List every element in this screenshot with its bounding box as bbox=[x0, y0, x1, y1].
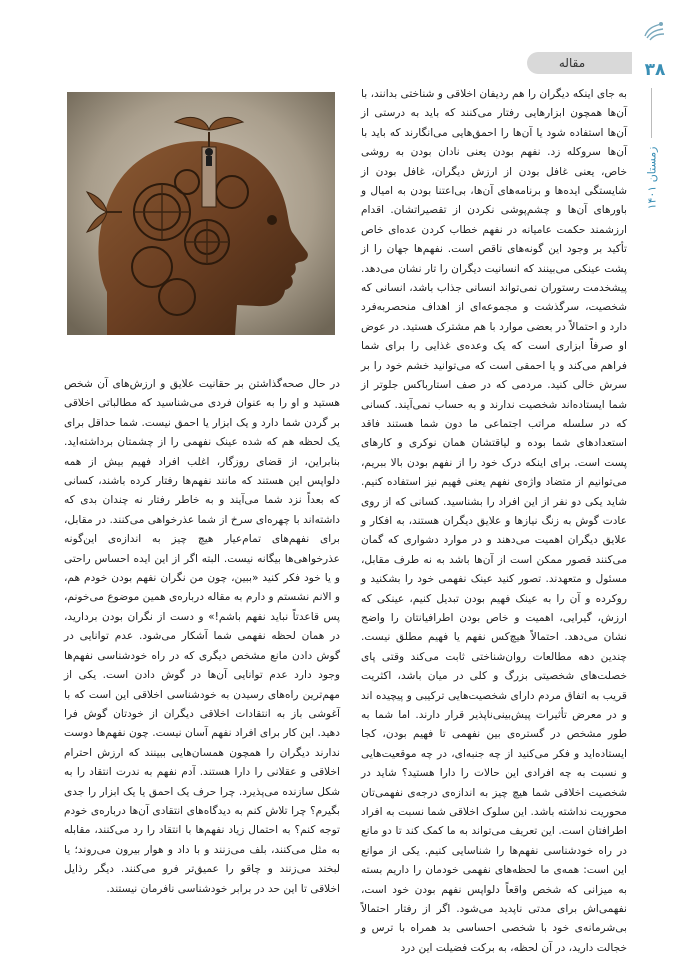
left-column-text: در حال صحه‌گذاشتن بر حقانیت علایق و ارزش‌های آن شخص هستید و او را به عنوان فردی می‌شناسید که مطالباتی اخلاقی بر گردن شما دارد و یک ابزار یا احمق نیست. شما حداقل برای یک لحظه هم که شده عینک نفهمی را از چشمتان برداشته‌اید. بنابراین، از قضای روزگار، اغلب افراد فهیم بیش از همه دلواپس این هستند که مانند نفهم‌ها رفتار کرده باشند، کسانی که بعداً نزد شما می‌آیند و به خاطر رفتار نه چندان بدی که داشته‌اند با چهره‌ای سرخ از شما عذرخواهی می‌کنند. در مقابل، برای نفهم‌های تمام‌عیار هیچ چیز به اندازه‌ی این‌گونه عذرخواهی‌ها بیگانه نیست. البته اگر از این ایده احساس راحتی و یا خود فکر کنید «ببین، چون من نگران نفهم بودن خودم هم، و الانم نشستم و دارم به مقاله درباره‌ی همین موضوع می‌خونم، پس قاعدتاً نباید نفهم باشم!» و دست از نگران بودن بردارید، در همان لحظه نفهمی شما آشکار می‌شود. عدم توانایی در گوش دادن مانع مشخص دیگری که در راه خودشناسی نفهم‌ها وجود دارد عدم توانایی آن‌ها در گوش دادن است. یکی از مهم‌ترین راه‌های رسیدن به خودشناسی اخلاقی این است که با آغوشی باز به انتقادات اخلاقی دیگران از خودتان گوش فرا دهید. این کار برای افراد نفهم آسان نیست. چون نفهم‌ها دوست ندارند دیگران را همچون همسان‌هایی ببینند که ارزش احترام اخلاقی و عقلانی را دارا هستند. آدم نفهم به ندرت انتقاد را به شکل سازنده می‌پذیرد. چرا حرف یک احمق یا یک ابزار را جدی بگیرم؟ چرا تلاش کنم به دیدگاه‌های انتقادی آن‌ها درباره‌ی خودم توجه کنم؟ به احتمال زیاد نفهم‌ها با انتقاد را رد می‌کنند، مقابله به مثل می‌کنند، بلف می‌زنند و با داد و هوار بیرون می‌روند؛ یا لبخند می‌زنند و چاقو را عمیق‌تر فرو می‌کنند. دیگر رذایل اخلاقی تا این حد در برابر خودشناسی نافرمان نیستند. bbox=[64, 378, 340, 895]
article-column-left bbox=[64, 375, 340, 895]
steampunk-head-illustration bbox=[67, 92, 335, 335]
right-column-text: به جای اینکه دیگران را هم ردیفان اخلاقی و شناختی بدانند، با آن‌ها همچون ابزارهایی رفتار می‌کنند که باید به درستی از آن‌ها استفاده شود یا آن‌ها را احمق‌هایی می‌انگارند که باید با آن‌ها سروکله زد. نفهم بودن یعنی نادان بودن به روشی خاص، یعنی غافل بودن از ارزش دیگران، غافل بودن از شایستگی ایده‌ها و برنامه‌های آن‌ها، بی‌اعتنا بودن به امیال و باورهای آن‌ها و چشم‌پوشی نکردن از تقصیراتشان. اقدام ارزشمند حکمت عامیانه در نفهم خطاب کردن عده‌ای خاص تأکید بر وجود این گونه‌های ناقص است. نفهم‌ها جهان را از پشت عینکی می‌بینند که انسانیت دیگران را تار نشان می‌دهد. پیشخدمت رستوران نمی‌تواند انسانی جذاب باشد، انسانی که شخصیت، سرگذشت و مجموعه‌ای از اهداف منحصربه‌فرد دارد و احتمالاً در بعضی موارد با هم مشترک هستید. در عوض او صرفاً ابزاری است که یک وعده‌ی غذایی را برای شما فراهم می‌کند و یا احمقی است که می‌توانید خشم خود را بر سرش خالی کنید. مردمی که در صف استارباکس جلوتر از شما ایستاده‌اند شخصیت ندارند و به حساب نمی‌آیند. کسانی که در سلسله مراتب اجتماعی ما دون شما هستند فاقد استعدادهای شما بوده و لیاقتشان همان نوکری و کارهای پست است. برای اینکه درک خود را از نفهم بودن بالا ببریم، می‌توانیم از متضاد واژه‌ی نفهم یعنی فهیم نیز استفاده کنیم. شاید یکی دو نفر از این افراد را بشناسید. کسانی که از روی عادت گوش به زنگ نیازها و علایق دیگران هستند، به افکار و علایق دیگران اهمیت می‌دهند و در موارد دشواری که گمان می‌کنند قصور ممکن است از آن‌ها باشد به نه طرف مقابل، مسئول و متعهدند. تصور کنید عینک نفهمی خود را بشکنید و روکرده و آن را به عینک فهیم بودن تبدیل کنیم، عینکی که ارزش، گیرایی، اهمیت و خاص بودن اطرافیانتان را واضح نشان می‌دهد. احتمالاً هیچ‌کس نفهم یا فهیم مطلق نیست. چندین دهه مطالعات روان‌شناختی ثابت می‌کند وقتی پای خصلت‌های شخصیتی بزرگ و کلی در میان باشد، اکثریت قریب به اتفاق مردم دارای شخصیت‌هایی ترکیبی و پیچیده اند و در معرض تأثیرات پیش‌بینی‌ناپذیر قرار دارند. اما شما به طور مشخص در گستره‌ی بین نفهمی تا فهیم بودن، کجا ایستاده‌اید و فکر می‌کنید از چه جنبه‌ای، در چه موقعیت‌هایی و نسبت به چه افرادی این حالات را دارا هستید؟ شاید در شخصیت اخلاقی شما هیچ چیز به اندازه‌ی درجه‌ی نفهمی‌تان محوریت نداشته باشد. این سلوک اخلاقی شما نسبت به افراد اطرافتان است. این تعریف می‌تواند به ما کمک کند تا دو مانع در راه خودشناسی نفهم‌ها را شناسایی کنیم. یکی از موانع این است: همه‌ی ما لحظه‌های نفهمی خودمان را داریم بسته به میزانی که شخص واقعاً دلواپس نفهم بودن خود است، نفهمی‌اش برای مدتی ناپدید می‌شود. اگر از رفتار احتمالاً بی‌شرمانه‌ی خود با شخصی احساسی بد همراه با ترس و خجالت دارید، در آن لحظه، به برکت فضیلت این درد bbox=[361, 88, 627, 954]
article-column-right bbox=[361, 85, 627, 954]
date-divider bbox=[651, 88, 652, 138]
tiny-figure bbox=[205, 148, 213, 156]
issue-date: زمستان ۱۴۰۱ bbox=[645, 146, 659, 210]
page-number: ۳۸ bbox=[644, 60, 666, 80]
eye-gear bbox=[267, 215, 277, 225]
magazine-logo-icon bbox=[641, 18, 667, 44]
margin-strip bbox=[632, 0, 700, 900]
section-label: مقاله bbox=[558, 56, 586, 70]
illustration-svg bbox=[67, 92, 335, 335]
